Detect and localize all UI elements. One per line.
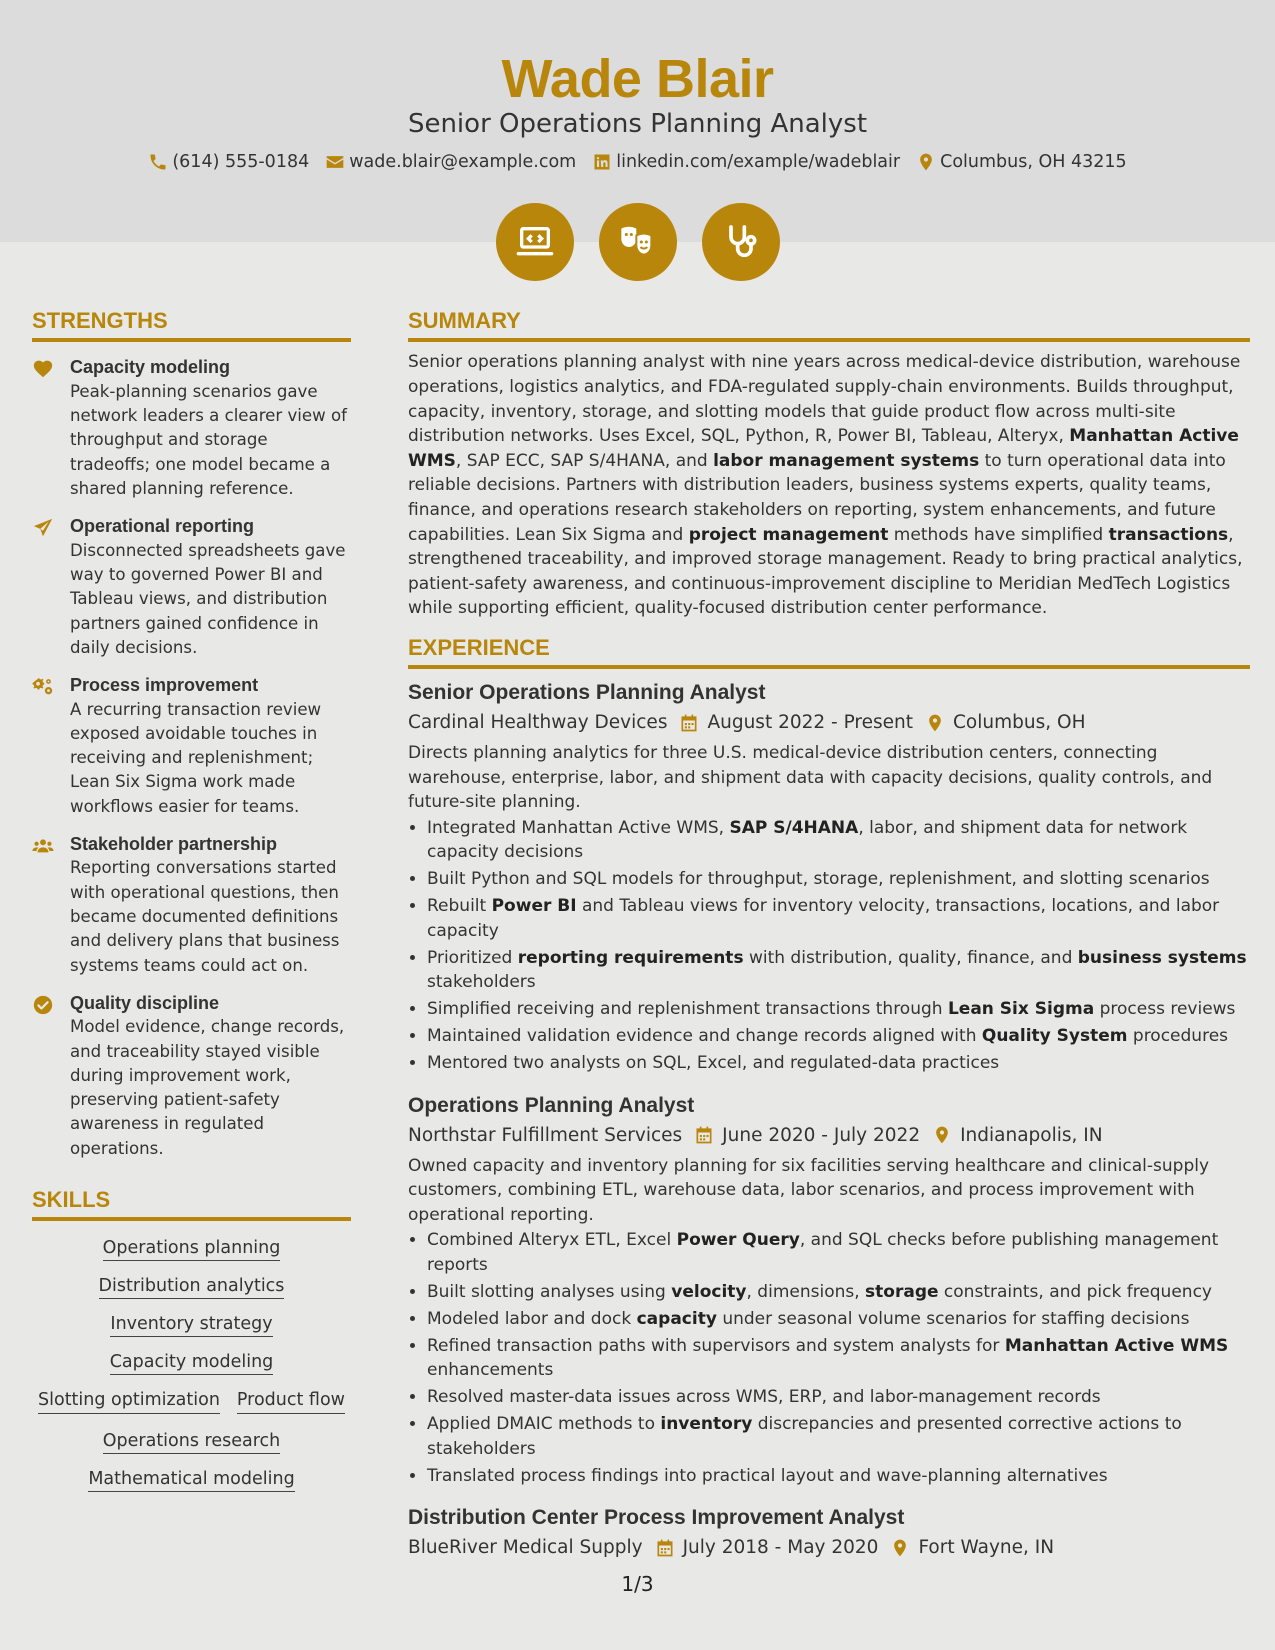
job-bullets	[408, 1228, 1250, 1488]
job-dates: July 2018 - May 2020	[682, 1537, 879, 1559]
linkedin-text: linkedin.com/example/wadeblair	[616, 152, 901, 172]
list-item: • Prioritized reporting requirements with distribution, quality, finance, and business systems stakeholders	[427, 946, 1250, 995]
skill-tag: Capacity modeling	[110, 1352, 274, 1375]
list-item: • Modeled labor and dock capacity under seasonal volume scenarios for staffing decisions	[427, 1307, 1250, 1332]
job-list	[408, 679, 1250, 1558]
phone-icon	[148, 152, 168, 172]
job-dates: August 2022 - Present	[707, 712, 914, 734]
job-location: Indianapolis, IN	[960, 1124, 1103, 1146]
header-band	[0, 0, 1275, 242]
interest-badges	[0, 203, 1275, 281]
laptop-code-badge	[496, 203, 574, 281]
stethoscope-icon	[721, 222, 761, 262]
list-item: • Rebuilt Power BI and Tableau views for inventory velocity, transactions, locations, and labor capacity	[427, 894, 1250, 943]
list-item: • Maintained validation evidence and change records aligned with Quality System procedures	[427, 1024, 1250, 1049]
left-column	[32, 308, 351, 1490]
page-number: 1/3	[621, 1572, 654, 1596]
job-entry	[408, 679, 1250, 1076]
location-contact	[916, 152, 1127, 172]
candidate-title: Senior Operations Planning Analyst	[407, 109, 868, 139]
strengths-heading: STRENGTHS	[32, 308, 351, 342]
skill-tag: Mathematical modeling	[88, 1469, 294, 1492]
skill-tag: Inventory strategy	[110, 1314, 272, 1337]
skill-tag: Operations research	[103, 1431, 280, 1454]
paper-plane-icon	[32, 517, 54, 539]
strength-item	[32, 674, 351, 819]
phone-contact[interactable]	[148, 152, 309, 172]
list-item: • Integrated Manhattan Active WMS, SAP S/4HANA, labor, and shipment data for network capacity decisions	[427, 816, 1250, 865]
strength-desc: Reporting conversations started with operational questions, then became documented definitions and delivery plans that business systems teams could act on.	[70, 858, 340, 975]
list-item: • Translated process findings into practical layout and wave-planning alternatives	[427, 1464, 1250, 1489]
strength-title: Quality discipline	[70, 992, 220, 1013]
job-bullets	[408, 816, 1250, 1076]
list-item: • Simplified receiving and replenishment transactions through Lean Six Sigma process reviews	[427, 997, 1250, 1022]
list-item: • Refined transaction paths with supervisors and system analysts for Manhattan Active WMS enhancements	[427, 1334, 1250, 1383]
stethoscope-badge	[702, 203, 780, 281]
skills-list	[32, 1237, 351, 1490]
calendar-icon	[655, 1538, 675, 1558]
strength-desc: Disconnected spreadsheets gave way to governed Power BI and Tableau views, and distribution partners gained confidence in daily decisions.	[70, 540, 346, 657]
strength-item	[32, 833, 351, 978]
job-location: Fort Wayne, IN	[918, 1537, 1055, 1559]
skill-tag: Slotting optimization	[38, 1389, 220, 1414]
contact-row	[0, 152, 1275, 172]
list-item: • Applied DMAIC methods to inventory discrepancies and presented corrective actions to stakeholders	[427, 1412, 1250, 1461]
skill-tag: Operations planning	[103, 1238, 281, 1261]
job-company: BlueRiver Medical Supply	[408, 1537, 643, 1559]
map-pin-icon	[932, 1125, 952, 1145]
list-item: • Mentored two analysts on SQL, Excel, and regulated-data practices	[427, 1051, 1250, 1076]
job-meta	[408, 1537, 1250, 1558]
email-contact[interactable]	[325, 152, 576, 172]
job-company: Cardinal Healthway Devices	[408, 712, 668, 734]
job-description: Owned capacity and inventory planning for six facilities serving healthcare and clinical-supply customers, combining ETL, warehouse data, labor scenarios, and process improvement with operational reporting.	[408, 1155, 1210, 1225]
job-title: Senior Operations Planning Analyst	[408, 681, 766, 705]
linkedin-contact[interactable]	[592, 152, 900, 172]
envelope-icon	[325, 152, 345, 172]
map-pin-icon	[890, 1538, 910, 1558]
users-icon	[32, 835, 54, 857]
location-text: Columbus, OH 43215	[940, 152, 1127, 172]
skill-tag: Distribution analytics	[99, 1276, 285, 1299]
experience-heading: EXPERIENCE	[408, 635, 1250, 669]
list-item: • Resolved master-data issues across WMS, ERP, and labor-management records	[427, 1385, 1250, 1410]
strength-item	[32, 992, 351, 1161]
skill-tag: Product flow	[237, 1389, 345, 1414]
job-meta	[408, 1125, 1250, 1146]
phone-text: (614) 555-0184	[172, 152, 310, 172]
strength-title: Capacity modeling	[70, 357, 231, 378]
strength-desc: Peak-planning scenarios gave network leaders a clearer view of throughput and storage tradeoffs; one model became a shared planning reference.	[70, 381, 347, 498]
map-pin-icon	[916, 152, 936, 172]
strength-title: Stakeholder partnership	[70, 834, 278, 855]
job-meta	[408, 712, 1250, 733]
map-pin-icon	[925, 713, 945, 733]
summary-heading: SUMMARY	[408, 308, 1250, 342]
laptop-code-icon	[515, 222, 555, 262]
theater-masks-icon	[618, 222, 658, 262]
skills-heading: SKILLS	[32, 1187, 351, 1221]
job-company: Northstar Fulfillment Services	[408, 1124, 683, 1146]
linkedin-icon	[592, 152, 612, 172]
strength-title: Process improvement	[70, 675, 259, 696]
calendar-icon	[694, 1125, 714, 1145]
list-item: • Combined Alteryx ETL, Excel Power Query, and SQL checks before publishing management reports	[427, 1228, 1250, 1277]
job-location: Columbus, OH	[953, 712, 1086, 734]
job-entry	[408, 1504, 1250, 1558]
theater-masks-badge	[599, 203, 677, 281]
job-entry	[408, 1092, 1250, 1489]
job-description: Directs planning analytics for three U.S. medical-device distribution centers, connecting warehouse, enterprise, labor, and shipment data with capacity decisions, quality controls, and future-site planning.	[408, 743, 1213, 813]
check-circle-icon	[32, 994, 54, 1016]
strength-item	[32, 515, 351, 660]
job-title: Distribution Center Process Improvement Analyst	[408, 1506, 905, 1530]
strength-desc: A recurring transaction review exposed avoidable touches in receiving and replenishment; Lean Six Sigma work made workflows easier for teams.	[70, 699, 322, 816]
heart-icon	[32, 358, 54, 380]
strength-desc: Model evidence, change records, and traceability stayed visible during improvement work, preserving patient-safety awareness in regulated operations.	[70, 1017, 345, 1158]
calendar-icon	[679, 713, 699, 733]
strength-title: Operational reporting	[70, 516, 255, 537]
summary-text: Senior operations planning analyst with nine years across medical-device distribution, warehouse operations, logistics analytics, and FDA-regulated supply-chain environments. Builds throughput, capacity, inventory, storage, and slotting models that guide product flow across multi-site distribution networks. Uses Excel, SQL, Python, R, Power BI, Tableau, Alteryx, Manhattan Active WMS, SAP ECC, SAP S/4HANA, and labor management systems to turn operational data into reliable decisions. Partners with distribution leaders, business systems experts, quality teams, finance, and operations research stakeholders on reporting, system enhancements, and future capabilities. Lean Six Sigma and project management methods have simplified transactions, strengthened traceability, and improved storage management. Ready to bring practical analytics, patient-safety awareness, and continuous-improvement discipline to Meridian MedTech Logistics while supporting efficient, quality-focused distribution center performance.	[408, 352, 1243, 619]
candidate-name: Wade Blair	[501, 49, 774, 109]
job-title: Operations Planning Analyst	[408, 1093, 695, 1117]
list-item: • Built slotting analyses using velocity, dimensions, storage constraints, and pick frequency	[427, 1280, 1250, 1305]
email-text: wade.blair@example.com	[349, 152, 577, 172]
right-column	[408, 308, 1250, 1558]
gears-icon	[32, 676, 54, 698]
list-item: • Built Python and SQL models for throughput, storage, replenishment, and slotting scenarios	[427, 867, 1250, 892]
job-dates: June 2020 - July 2022	[722, 1124, 921, 1146]
strength-item	[32, 356, 351, 501]
